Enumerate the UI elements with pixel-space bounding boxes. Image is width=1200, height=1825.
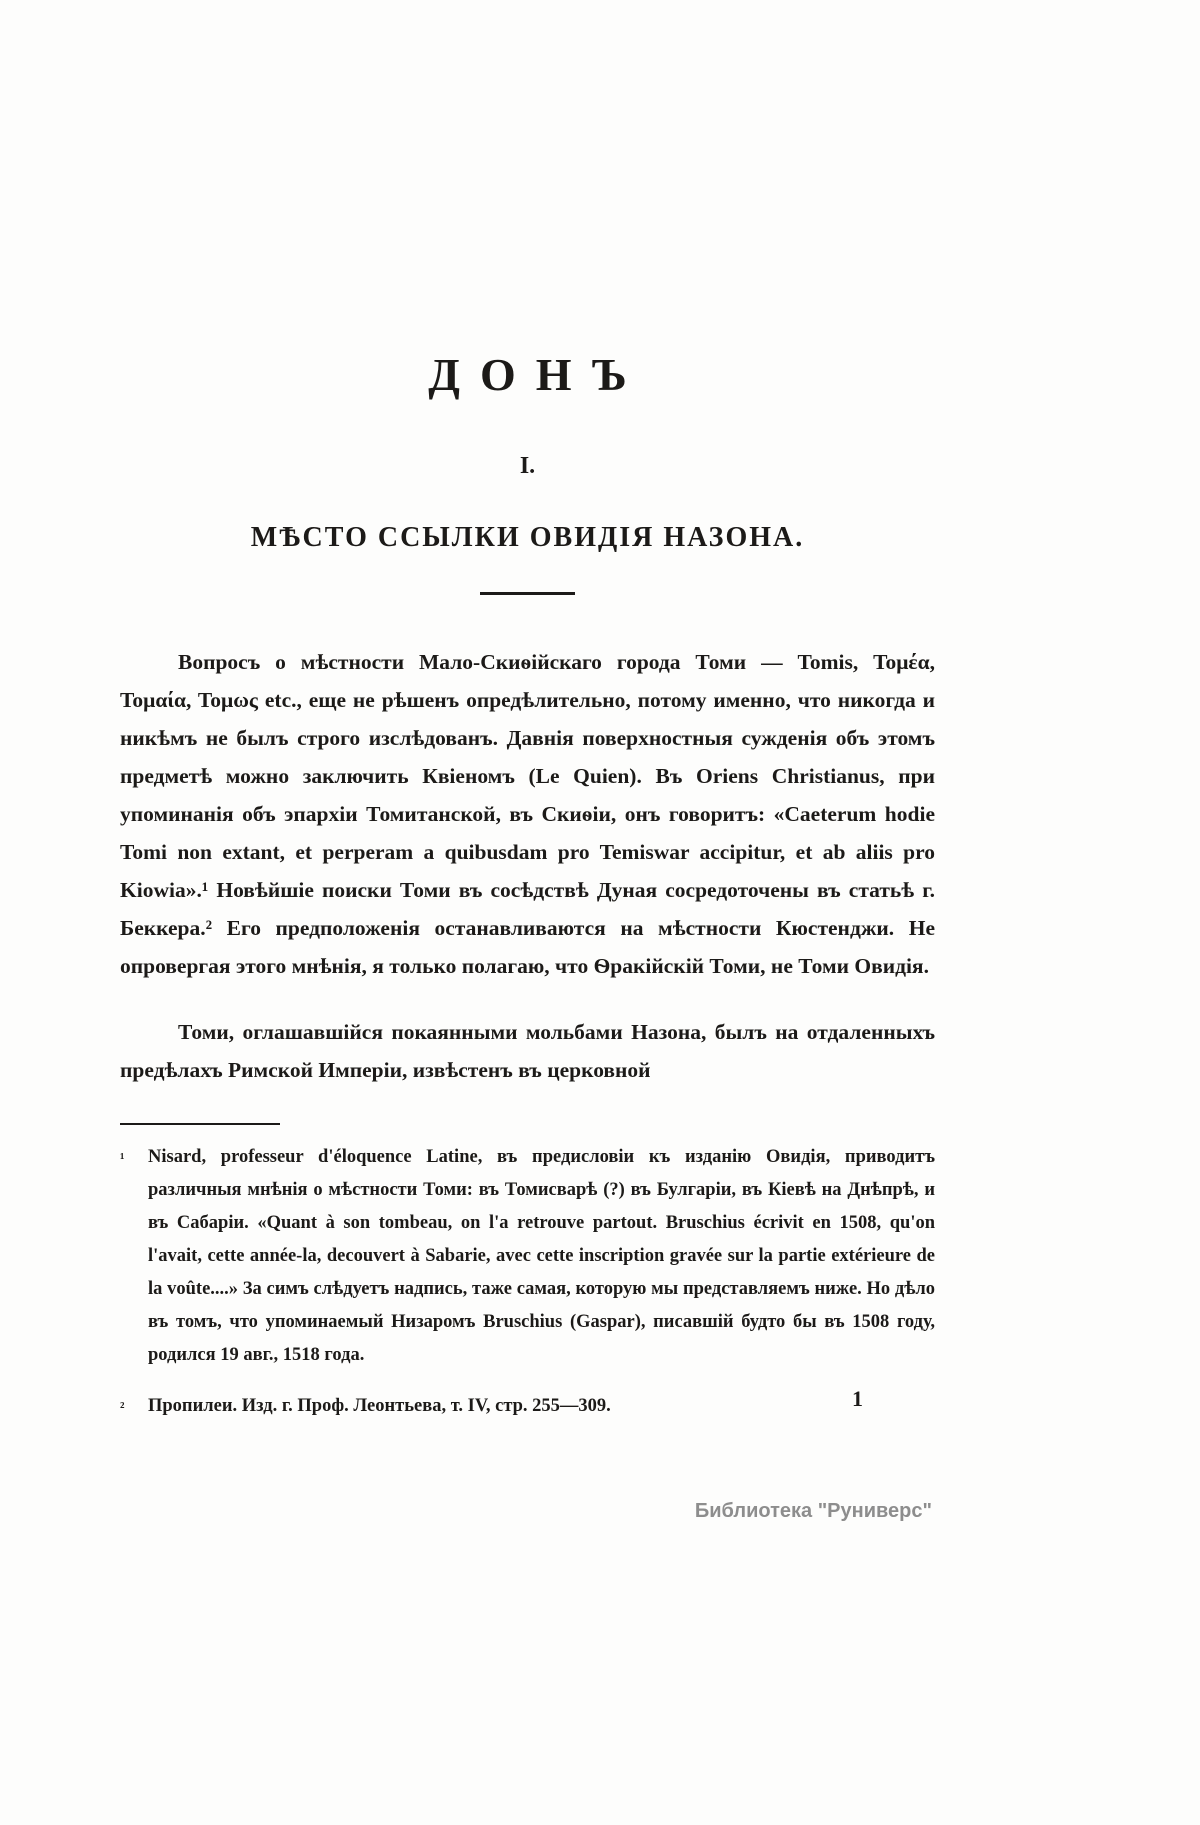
page-title: ДОНЪ [428, 349, 647, 400]
footnote-divider [120, 1123, 280, 1125]
footnote-text: Пропилеи. Изд. г. Проф. Леонтьева, т. IV, стр. 255—309. [148, 1396, 611, 1416]
heading-divider [480, 592, 575, 595]
body-text [120, 643, 935, 1089]
footnote-text: Nisard, professeur d'éloquence Latine, въ предисловіи къ изданію Овидія, приводитъ различныя мнѣнія о мѣстности Томи: въ Томисварѣ (?) въ Булгаріи, въ Кіевѣ на Днѣпрѣ, и въ Сабаріи. «Quant à son tombeau, on l'a retrouve partout. Bruschius écrivit en 1508, qu'on l'avait, cette année-la, decouvert à Sabarie, avec cette inscription gravée sur la partie extérieure de la voûte....» За симъ слѣдуетъ надпись, таже самая, которую мы представляемъ ниже. Но дѣло въ томъ, что упоминаемый Низаромъ Bruschius (Gaspar), писавшій будто бы въ 1508 году, родился 19 авг., 1518 года. [148, 1147, 935, 1365]
paragraph: Вопросъ о мѣстности Мало-Скиѳійскаго города Томи — Tomis, Τομέα, Τομαία, Τομως etc., еще не рѣшенъ опредѣлительно, потому именно, что никогда и никѣмъ не былъ строго изслѣдованъ. Давнія поверхностныя сужденія объ этомъ предметѣ можно заключить Квіеномъ (Le Quien). Въ Oriens Christianus, при упоминанія объ эпархіи Томитанской, въ Скиѳіи, онъ говоритъ: «Caeterum hodie Tomi non extant, et perperam a quibusdam pro Temiswar accipitur, et ab aliis pro Kiowia».¹ Новѣйшіе поиски Томи въ сосѣдствѣ Дуная сосредоточены въ статьѣ г. Беккера.² Его предположенія останавливаются на мѣстности Кюстенджи. Не опровергая этого мнѣнія, я только полагаю, что Ѳракійскій Томи, не Томи Овидія. [120, 650, 935, 978]
footnote-marker: ² [120, 1400, 125, 1416]
paragraph: Томи, оглашавшійся покаянными мольбами Назона, былъ на отдаленныхъ предѣлахъ Римской Имперіи, извѣстенъ въ церковной [120, 1020, 935, 1082]
library-watermark: Библиотека "Руниверс" [694, 1500, 932, 1522]
footnote-marker: ¹ [120, 1151, 125, 1167]
footnote-1 [120, 1141, 935, 1372]
footnotes [120, 1141, 935, 1423]
page-number: 1 [852, 1386, 863, 1411]
text-block [120, 0, 935, 1423]
footnote-2 [120, 1390, 935, 1423]
chapter-heading: МѢСТО ССЫЛКИ ОВИДІЯ НАЗОНА. [250, 522, 805, 553]
section-number: I. [519, 453, 536, 479]
